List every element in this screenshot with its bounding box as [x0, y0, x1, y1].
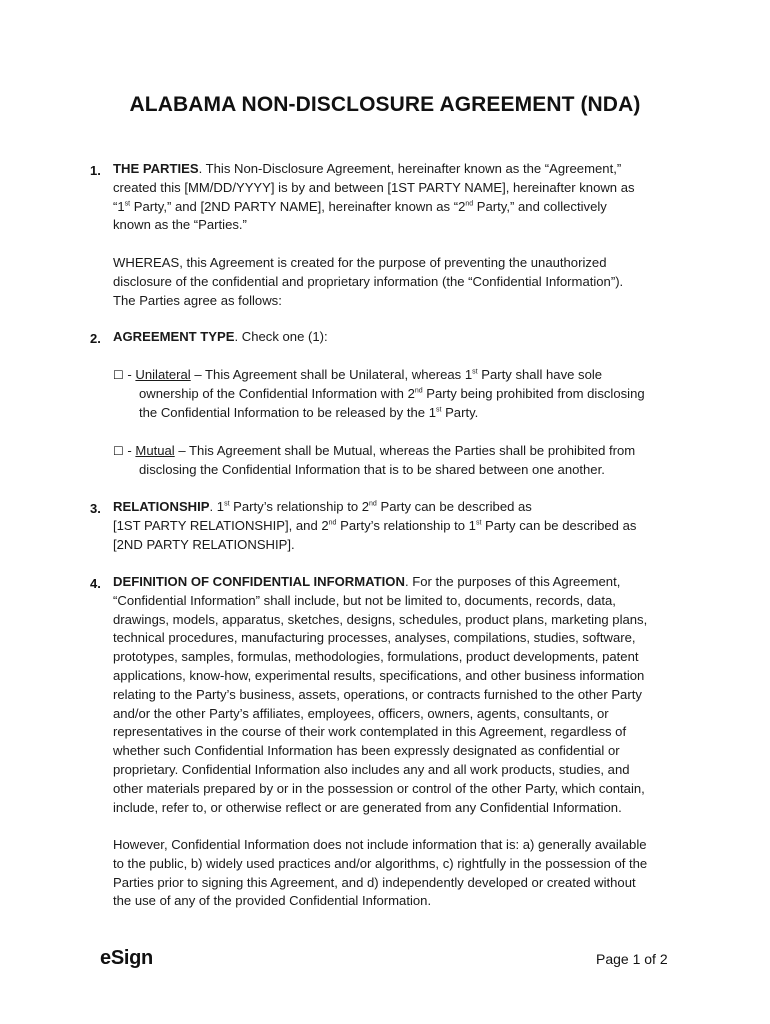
section-body	[113, 160, 693, 235]
text-line: technical procedures, manufacturing processes, analyses, compilations, studies, software,	[113, 630, 636, 646]
text-line: [1ST PARTY RELATIONSHIP], and 2nd Party’s relationship to 1st Party can be described as	[113, 517, 637, 533]
section-heading: RELATIONSHIP	[113, 499, 210, 514]
text-line: ownership of the Confidential Information with 2nd Party being prohibited from disclosing	[139, 385, 645, 401]
section-number: 4.	[90, 576, 101, 591]
text-line: known as the “Parties.”	[113, 217, 247, 233]
text-line: whether such Confidential Information has been expressly designated as confidential or	[113, 743, 620, 759]
text-line: to the public, b) widely used practices and/or algorithms, c) rightfully in the possession of the	[113, 855, 648, 871]
text-line: relating to the Party’s business, assets, operations, or contracts furnished to the other Party	[113, 686, 642, 702]
text-line: created this [MM/DD/YYYY] is by and between [1ST PARTY NAME], hereinafter known as	[113, 179, 635, 195]
text-line: [2ND PARTY RELATIONSHIP].	[113, 536, 295, 552]
page-title: ALABAMA NON-DISCLOSURE AGREEMENT (NDA)	[129, 93, 641, 116]
text-line: Parties prior to signing this Agreement, and d) independently developed or created without	[113, 874, 636, 890]
whereas-paragraph	[113, 254, 693, 310]
option-unilateral: ☐ - Unilateral – This Agreement shall be Unilateral, whereas 1st Party shall have sole ownership of the Confidential Information with 2nd Party being prohibited from disclosing the Confidential Information to be released by the 1st Party.	[113, 366, 693, 422]
section-number: 2.	[90, 331, 101, 346]
text-line: The Parties agree as follows:	[113, 292, 282, 308]
section-number: 1.	[90, 163, 101, 178]
text-line: . Check one (1):	[234, 329, 328, 344]
section-body	[113, 328, 693, 347]
text-line: WHEREAS, this Agreement is created for the purpose of preventing the unauthorized	[113, 255, 607, 270]
text-line: . For the purposes of this Agreement,	[404, 574, 621, 589]
checkbox-unilateral[interactable]: ☐	[113, 368, 124, 382]
text-line: disclosure of the confidential and proprietary information (the “Confidential Information”).	[113, 273, 624, 289]
page-number: Page 1 of 2	[596, 951, 668, 967]
section-heading: DEFINITION OF CONFIDENTIAL INFORMATION	[113, 574, 405, 589]
section-heading: THE PARTIES	[113, 161, 199, 176]
text-line: drawings, models, apparatus, sketches, designs, schedules, product plans, marketing plans,	[113, 611, 648, 627]
esign-logo: eSign	[100, 947, 153, 969]
text-line: disclosing the Confidential Information that is to be shared between one another.	[139, 461, 605, 477]
however-paragraph	[113, 836, 693, 911]
text-line: “1st Party,” and [2ND PARTY NAME], hereinafter known as “2nd Party,” and collectively	[113, 198, 607, 214]
section-body	[113, 573, 693, 817]
text-line: . This Non-Disclosure Agreement, hereinafter known as the “Agreement,”	[198, 161, 622, 176]
text-line: the use of any of the provided Confidential Information.	[113, 893, 432, 909]
text-line: prototypes, samples, formulas, methodologies, formulations, product developments, patent	[113, 649, 639, 665]
text-line: However, Confidential Information does not include information that is: a) generally available	[113, 837, 647, 852]
text-line: and/or the other Party’s affiliates, employees, officers, owners, agents, consultants, or	[113, 705, 609, 721]
section-body: RELATIONSHIP. 1st Party’s relationship to 2nd Party can be described as [1ST PARTY RELATIONSHIP], and 2nd Party’s relationship to 1st Party can be described as [2ND PARTY RELATIONSHIP].	[113, 498, 693, 554]
text-line: applications, know-how, experimental results, specifications, and other business information	[113, 667, 645, 683]
text-line: other materials prepared by or in the possession or control of the other Party, which contain,	[113, 780, 645, 796]
text-line: the Confidential Information to be released by the 1st Party.	[139, 404, 479, 420]
text-line: include, refer to, or otherwise reflect or are generated from any Confidential Information.	[113, 799, 622, 815]
text-line: “Confidential Information” shall include, but not be limited to, documents, records, data,	[113, 592, 616, 608]
option-mutual: ☐ - Mutual – This Agreement shall be Mutual, whereas the Parties shall be prohibited from disclosing the Confidential Information that is to be shared between one another.	[113, 442, 693, 480]
text-line: representatives in the course of their work contemplated in this Agreement, regardless of	[113, 724, 627, 740]
text-line: proprietary. Confidential Information also includes any and all work products, studies, and	[113, 761, 630, 777]
checkbox-mutual[interactable]: ☐	[113, 444, 124, 458]
option-label: Mutual	[135, 443, 175, 458]
option-label: Unilateral	[135, 367, 191, 382]
section-heading: AGREEMENT TYPE	[113, 329, 235, 344]
section-number: 3.	[90, 501, 101, 516]
